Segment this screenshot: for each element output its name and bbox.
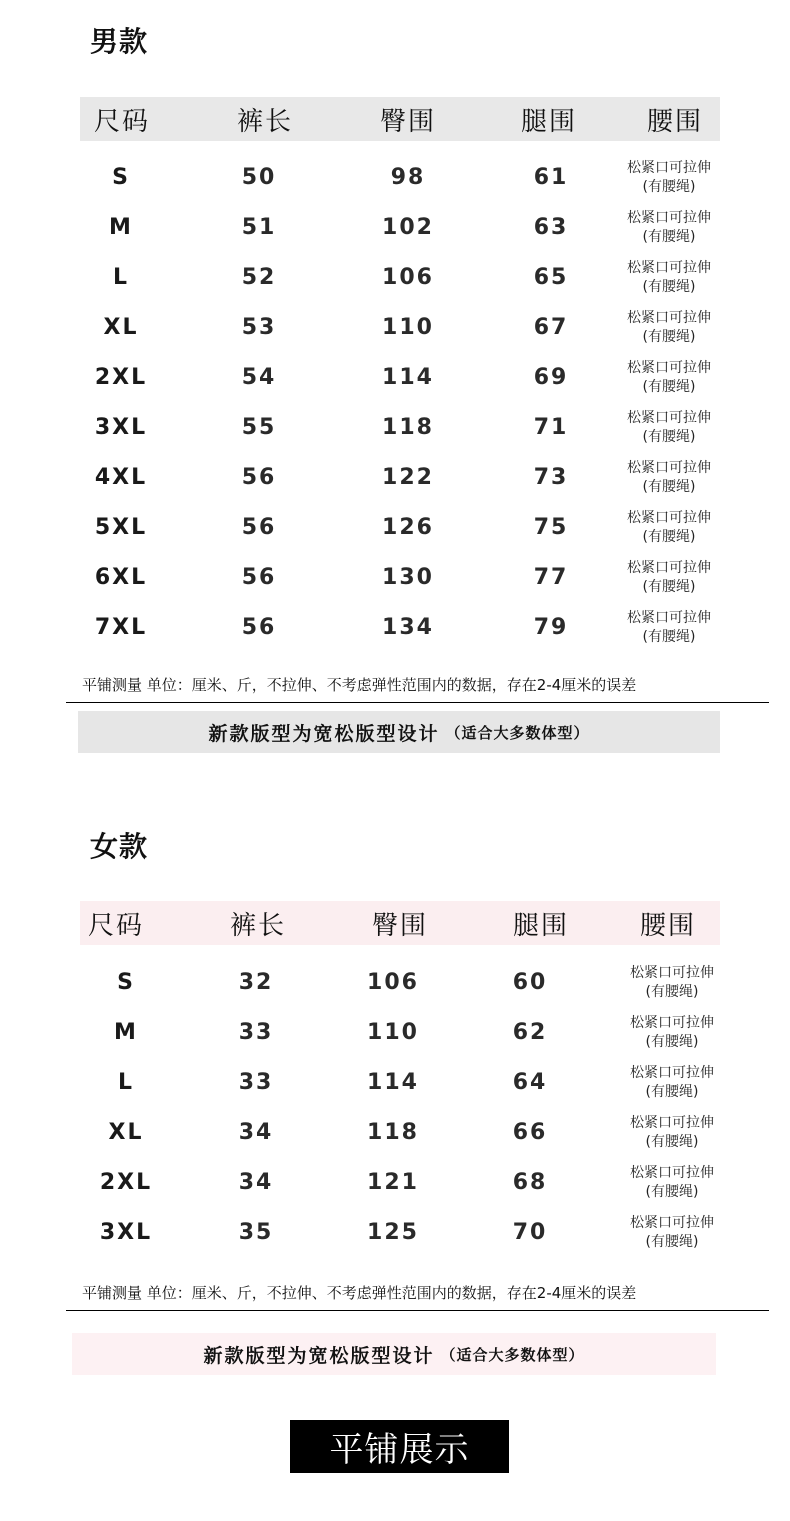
size-cell: L [117, 1070, 135, 1095]
thigh-cell: 70 [512, 1220, 548, 1245]
size-cell: M [114, 1020, 138, 1045]
table-row [0, 1058, 790, 1108]
thigh-cell: 71 [533, 415, 569, 440]
waist-cell [630, 1064, 714, 1102]
waist-line-2: (有腰绳) [642, 579, 696, 595]
table-row [0, 403, 790, 453]
thigh-cell: 67 [533, 315, 569, 340]
hip-cell: 114 [382, 365, 434, 390]
length-cell: 55 [241, 415, 277, 440]
thigh-cell: 77 [533, 565, 569, 590]
size-cell: 6XL [94, 565, 148, 590]
waist-line-1: 松紧口可拉伸 [630, 1015, 714, 1031]
waist-cell [630, 1214, 714, 1252]
waist-line-2: (有腰绳) [642, 329, 696, 345]
size-cell: 4XL [94, 465, 148, 490]
table-row [0, 153, 790, 203]
men-banner-main: 新款版型为宽松版型设计 [208, 722, 440, 745]
size-cell: S [117, 970, 135, 995]
size-cell: 2XL [94, 365, 148, 390]
women-banner-main: 新款版型为宽松版型设计 [203, 1344, 435, 1367]
length-cell: 54 [241, 365, 277, 390]
thigh-cell: 79 [533, 615, 569, 640]
table-row [0, 1108, 790, 1158]
hip-cell: 122 [382, 465, 434, 490]
hip-cell: 106 [382, 265, 434, 290]
waist-line-2: (有腰绳) [645, 1184, 699, 1200]
length-cell: 32 [238, 970, 274, 995]
length-cell: 56 [241, 615, 277, 640]
women-banner-sub: （适合大多数体型） [440, 1345, 585, 1364]
men-section-title: 男款 [90, 25, 149, 58]
size-cell: 5XL [94, 515, 148, 540]
women-divider [66, 1310, 769, 1311]
header-hip: 臀围 [379, 106, 437, 137]
table-row [0, 203, 790, 253]
waist-line-2: (有腰绳) [645, 1134, 699, 1150]
men-fit-banner [78, 711, 720, 753]
header-waist: 腰围 [639, 910, 697, 941]
length-cell: 51 [241, 215, 277, 240]
waist-line-1: 松紧口可拉伸 [627, 160, 711, 176]
length-cell: 35 [238, 1220, 274, 1245]
size-cell: S [112, 165, 130, 190]
waist-cell [627, 159, 711, 197]
length-cell: 52 [241, 265, 277, 290]
hip-cell: 98 [390, 165, 426, 190]
table-row [0, 503, 790, 553]
waist-cell [627, 309, 711, 347]
men-measurement-note: 平铺测量 单位：厘米、斤，不拉伸、不考虑弹性范围内的数据，存在2-4厘米的误差 [82, 676, 637, 694]
length-cell: 56 [241, 565, 277, 590]
men-banner-sub: （适合大多数体型） [445, 723, 590, 742]
length-cell: 53 [241, 315, 277, 340]
waist-line-1: 松紧口可拉伸 [630, 1065, 714, 1081]
length-cell: 33 [238, 1070, 274, 1095]
header-size: 尺码 [87, 910, 145, 941]
size-cell: 7XL [94, 615, 148, 640]
waist-cell [627, 409, 711, 447]
header-length: 裤长 [229, 910, 287, 941]
waist-cell [627, 459, 711, 497]
waist-line-1: 松紧口可拉伸 [630, 1165, 714, 1181]
hip-cell: 102 [382, 215, 434, 240]
women-fit-banner [72, 1333, 716, 1375]
thigh-cell: 65 [533, 265, 569, 290]
table-row [0, 958, 790, 1008]
size-cell: M [109, 215, 133, 240]
size-cell: L [112, 265, 130, 290]
thigh-cell: 64 [512, 1070, 548, 1095]
thigh-cell: 69 [533, 365, 569, 390]
waist-line-2: (有腰绳) [642, 179, 696, 195]
size-cell: 2XL [99, 1170, 153, 1195]
waist-line-2: (有腰绳) [645, 1234, 699, 1250]
length-cell: 56 [241, 515, 277, 540]
hip-cell: 118 [367, 1120, 419, 1145]
table-row [0, 1158, 790, 1208]
waist-line-1: 松紧口可拉伸 [627, 560, 711, 576]
table-row [0, 603, 790, 653]
length-cell: 34 [238, 1170, 274, 1195]
table-row [0, 1208, 790, 1258]
size-cell: 3XL [99, 1220, 153, 1245]
waist-line-2: (有腰绳) [642, 279, 696, 295]
waist-cell [630, 964, 714, 1002]
waist-cell [627, 259, 711, 297]
thigh-cell: 75 [533, 515, 569, 540]
waist-line-1: 松紧口可拉伸 [627, 210, 711, 226]
hip-cell: 121 [367, 1170, 419, 1195]
hip-cell: 130 [382, 565, 434, 590]
header-thigh: 腿围 [520, 106, 578, 137]
men-table-header [80, 97, 720, 141]
women-section-title: 女款 [90, 830, 149, 863]
waist-cell [627, 509, 711, 547]
size-cell: XL [108, 1120, 144, 1145]
hip-cell: 110 [382, 315, 434, 340]
waist-line-2: (有腰绳) [642, 229, 696, 245]
waist-line-1: 松紧口可拉伸 [630, 1215, 714, 1231]
header-length: 裤长 [236, 106, 294, 137]
waist-cell [627, 359, 711, 397]
hip-cell: 125 [367, 1220, 419, 1245]
waist-line-2: (有腰绳) [642, 379, 696, 395]
waist-cell [630, 1014, 714, 1052]
length-cell: 33 [238, 1020, 274, 1045]
hip-cell: 126 [382, 515, 434, 540]
waist-cell [630, 1114, 714, 1152]
table-row [0, 353, 790, 403]
size-cell: XL [103, 315, 139, 340]
waist-line-1: 松紧口可拉伸 [627, 460, 711, 476]
waist-line-1: 松紧口可拉伸 [627, 360, 711, 376]
header-waist: 腰围 [646, 106, 704, 137]
men-divider [66, 702, 769, 703]
waist-line-2: (有腰绳) [642, 429, 696, 445]
size-cell: 3XL [94, 415, 148, 440]
women-measurement-note: 平铺测量 单位：厘米、斤，不拉伸、不考虑弹性范围内的数据，存在2-4厘米的误差 [82, 1284, 637, 1302]
header-hip: 臀围 [371, 910, 429, 941]
table-row [0, 1008, 790, 1058]
thigh-cell: 62 [512, 1020, 548, 1045]
thigh-cell: 63 [533, 215, 569, 240]
length-cell: 56 [241, 465, 277, 490]
length-cell: 50 [241, 165, 277, 190]
hip-cell: 134 [382, 615, 434, 640]
waist-line-2: (有腰绳) [645, 984, 699, 1000]
thigh-cell: 60 [512, 970, 548, 995]
waist-line-2: (有腰绳) [642, 479, 696, 495]
waist-line-1: 松紧口可拉伸 [627, 610, 711, 626]
table-row [0, 453, 790, 503]
thigh-cell: 73 [533, 465, 569, 490]
waist-line-1: 松紧口可拉伸 [627, 310, 711, 326]
waist-line-2: (有腰绳) [645, 1034, 699, 1050]
hip-cell: 110 [367, 1020, 419, 1045]
thigh-cell: 61 [533, 165, 569, 190]
waist-cell [627, 609, 711, 647]
hip-cell: 106 [367, 970, 419, 995]
flat-display-button: 平铺展示 [290, 1420, 509, 1473]
waist-line-1: 松紧口可拉伸 [630, 965, 714, 981]
waist-line-1: 松紧口可拉伸 [630, 1115, 714, 1131]
waist-line-2: (有腰绳) [642, 629, 696, 645]
header-size: 尺码 [93, 106, 151, 137]
waist-cell [627, 209, 711, 247]
waist-line-2: (有腰绳) [645, 1084, 699, 1100]
length-cell: 34 [238, 1120, 274, 1145]
thigh-cell: 68 [512, 1170, 548, 1195]
table-row [0, 253, 790, 303]
header-thigh: 腿围 [512, 910, 570, 941]
hip-cell: 114 [367, 1070, 419, 1095]
women-table-header [80, 901, 720, 945]
waist-line-1: 松紧口可拉伸 [627, 410, 711, 426]
hip-cell: 118 [382, 415, 434, 440]
waist-line-1: 松紧口可拉伸 [627, 260, 711, 276]
waist-line-1: 松紧口可拉伸 [627, 510, 711, 526]
waist-cell [627, 559, 711, 597]
table-row [0, 553, 790, 603]
thigh-cell: 66 [512, 1120, 548, 1145]
waist-line-2: (有腰绳) [642, 529, 696, 545]
waist-cell [630, 1164, 714, 1202]
table-row [0, 303, 790, 353]
